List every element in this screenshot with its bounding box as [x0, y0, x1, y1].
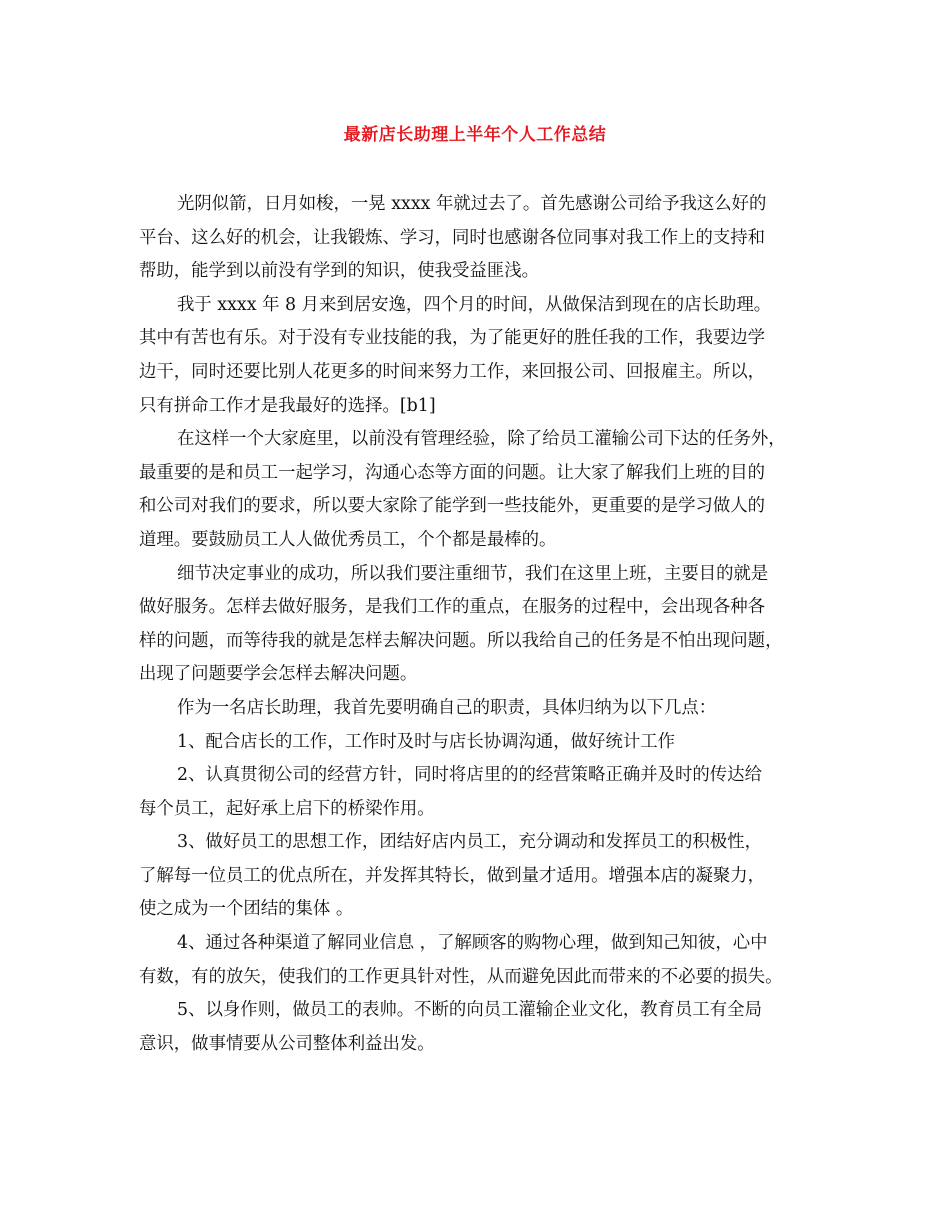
text-line: 5、以身作则，做员工的表帅。不断的向员工灌输企业文化，教育员工有全局 [177, 1000, 762, 1021]
text-line: 2、认真贯彻公司的经营方针，同时将店里的的经营策略正确并及时的传达给 [177, 765, 762, 786]
text-line: 边干，同时还要比别人花更多的时间来努力工作，来回报公司、回报雇主。所以， [139, 361, 766, 382]
text-line: 细节决定事业的成功，所以我们要注重细节，我们在这里上班，主要目的就是 [177, 563, 769, 584]
text-line: 了解每一位员工的优点所在，并发挥其特长，做到量才适用。增强本店的凝聚力， [139, 865, 766, 886]
text-line: 有数，有的放矢，使我们的工作更具针对性，从而避免因此而带来的不必要的损失。 [139, 966, 783, 987]
text-line: 和公司对我们的要求，所以要大家除了能学到一些技能外，更重要的是学习做人的 [139, 496, 766, 517]
text-line: 光阴似箭，日月如梭，一晃 xxxx 年就过去了。首先感谢公司给予我这么好的 [177, 194, 767, 214]
text-line: 我于 xxxx 年 8 月来到居安逸，四个月的时间，从做保洁到现在的店长助理。 [177, 294, 772, 315]
text-line: 其中有苦也有乐。对于没有专业技能的我，为了能更好的胜任我的工作，我要边学 [139, 328, 766, 349]
text-line: 在这样一个大家庭里，以前没有管理经验，除了给员工灌输公司下达的任务外， [177, 429, 786, 450]
text-line: 3、做好员工的思想工作，团结好店内员工，充分调动和发挥员工的积极性， [177, 832, 762, 853]
document-body [139, 188, 819, 1061]
text-line: 平台、这么好的机会，让我锻炼、学习，同时也感谢各位同事对我工作上的支持和 [139, 227, 766, 248]
text-line: 使之成为一个团结的集体 。 [139, 899, 354, 920]
text-line: 4、通过各种渠道了解同业信息 ，了解顾客的购物心理，做到知己知彼，心中 [177, 933, 768, 954]
text-line: 作为一名店长助理，我首先要明确自己的职责，具体归纳为以下几点： [177, 697, 717, 718]
text-line: 道理。要鼓励员工人人做优秀员工，个个都是最棒的。 [139, 529, 557, 550]
document-title: 最新店长助理上半年个人工作总结 [343, 125, 607, 145]
text-line: 1、配合店长的工作，工作时及时与店长协调沟通，做好统计工作 [177, 731, 676, 752]
text-line: 只有拼命工作才是我最好的选择。[b1] [139, 395, 436, 416]
text-line: 出现了问题要学会怎样去解决问题。 [139, 664, 418, 685]
text-line: 做好服务。怎样去做好服务，是我们工作的重点，在服务的过程中，会出现各种各 [139, 597, 766, 618]
text-line: 帮助，能学到以前没有学到的知识，使我受益匪浅。 [139, 261, 539, 282]
text-line: 最重要的是和员工一起学习，沟通心态等方面的问题。让大家了解我们上班的目的 [139, 462, 766, 483]
text-line: 每个员工，起好承上启下的桥梁作用。 [139, 798, 435, 819]
text-line: 样的问题，而等待我的就是怎样去解决问题。所以我给自己的任务是不怕出现问题， [139, 630, 783, 651]
text-line: 意识，做事情要从公司整体利益出发。 [139, 1033, 435, 1054]
